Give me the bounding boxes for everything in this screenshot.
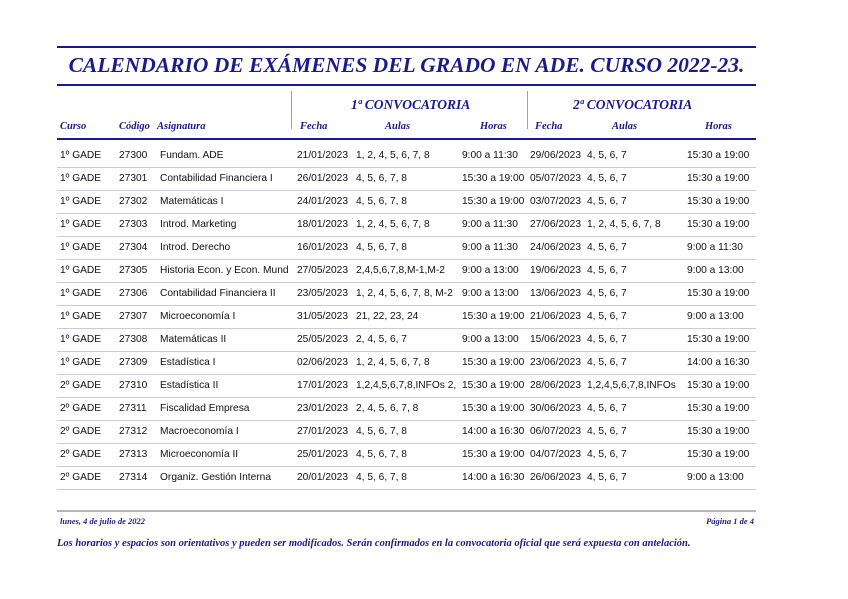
header-asignatura: Asignatura xyxy=(157,121,206,132)
cell-asignatura: Matemáticas I xyxy=(160,196,224,207)
cell-aulas-1: 2,4,5,6,7,8,M-1,M-2 xyxy=(356,265,445,276)
cell-horas-2: 15:30 a 19:00 xyxy=(687,196,750,207)
cell-horas-2: 9:00 a 13:00 xyxy=(687,265,744,276)
cell-fecha-2: 29/06/2023 xyxy=(530,150,581,161)
cell-aulas-2: 4, 5, 6, 7 xyxy=(587,426,627,437)
cell-horas-1: 15:30 a 19:00 xyxy=(462,311,525,322)
cell-horas-1: 15:30 a 19:00 xyxy=(462,357,525,368)
page-title: CALENDARIO DE EXÁMENES DEL GRADO EN ADE. CURSO 2022-23. xyxy=(68,53,745,77)
cell-horas-1: 14:00 a 16:30 xyxy=(462,472,525,483)
cell-codigo: 27300 xyxy=(119,150,148,161)
cell-aulas-1: 4, 5, 6, 7, 8 xyxy=(356,449,407,460)
cell-fecha-2: 24/06/2023 xyxy=(530,242,581,253)
cell-horas-1: 9:00 a 11:30 xyxy=(462,150,518,161)
cell-fecha-2: 28/06/2023 xyxy=(530,380,581,391)
header-fecha-1: Fecha xyxy=(300,121,328,132)
cell-aulas-2: 4, 5, 6, 7 xyxy=(587,311,627,322)
cell-codigo: 27314 xyxy=(119,472,148,483)
cell-aulas-1: 4, 5, 6, 7, 8 xyxy=(356,173,407,184)
divider-conv1 xyxy=(291,91,292,129)
table-row xyxy=(57,190,756,214)
convocatoria-1-header: 1ª CONVOCATORIA xyxy=(351,97,471,112)
cell-codigo: 27312 xyxy=(119,426,148,437)
cell-aulas-2: 4, 5, 6, 7 xyxy=(587,242,627,253)
table-row xyxy=(57,397,756,421)
footer-note: Los horarios y espacios son orientativos y pueden ser modificados. Serán confirmados en la convocatoria oficial que será expuesta con antelación. xyxy=(57,538,691,549)
table-row xyxy=(57,351,756,375)
table-row xyxy=(57,144,756,168)
cell-aulas-2: 1, 2, 4, 5, 6, 7, 8 xyxy=(587,219,661,230)
cell-asignatura: Organiz. Gestión Interna xyxy=(160,472,271,483)
cell-fecha-1: 17/01/2023 xyxy=(297,380,348,391)
header-rule xyxy=(57,138,756,140)
cell-asignatura: Microeconomía II xyxy=(160,449,239,460)
cell-curso: 1º GADE xyxy=(60,173,102,184)
cell-aulas-1: 1, 2, 4, 5, 6, 7, 8 xyxy=(356,219,430,230)
cell-fecha-1: 21/01/2023 xyxy=(297,150,348,161)
cell-curso: 1º GADE xyxy=(60,242,102,253)
cell-curso: 2º GADE xyxy=(60,403,102,414)
footer-date: lunes, 4 de julio de 2022 xyxy=(60,516,146,526)
cell-fecha-2: 13/06/2023 xyxy=(530,288,581,299)
cell-aulas-1: 1, 2, 4, 5, 6, 7, 8 xyxy=(356,357,430,368)
cell-horas-2: 9:00 a 13:00 xyxy=(687,472,744,483)
cell-curso: 1º GADE xyxy=(60,311,102,322)
cell-aulas-1: 1, 2, 4, 5, 6, 7, 8 xyxy=(356,150,430,161)
cell-fecha-1: 27/05/2023 xyxy=(297,265,348,276)
cell-codigo: 27308 xyxy=(119,334,148,345)
cell-curso: 1º GADE xyxy=(60,288,102,299)
title-rule xyxy=(57,84,756,86)
cell-asignatura: Introd. Marketing xyxy=(160,219,237,230)
header-curso: Curso xyxy=(60,121,87,132)
cell-aulas-2: 4, 5, 6, 7 xyxy=(587,357,627,368)
cell-aulas-1: 4, 5, 6, 7, 8 xyxy=(356,426,407,437)
cell-horas-1: 15:30 a 19:00 xyxy=(462,449,525,460)
cell-fecha-1: 25/01/2023 xyxy=(297,449,348,460)
table-row xyxy=(57,213,756,237)
footer-page-number: Página 1 de 4 xyxy=(706,516,754,526)
cell-asignatura: Macroeconomía I xyxy=(160,426,239,437)
cell-fecha-2: 06/07/2023 xyxy=(530,426,581,437)
cell-curso: 1º GADE xyxy=(60,150,102,161)
cell-fecha-1: 26/01/2023 xyxy=(297,173,348,184)
footer-rule xyxy=(57,510,756,512)
cell-codigo: 27305 xyxy=(119,265,148,276)
cell-fecha-2: 15/06/2023 xyxy=(530,334,581,345)
table-row xyxy=(57,236,756,260)
cell-codigo: 27307 xyxy=(119,311,148,322)
cell-aulas-2: 4, 5, 6, 7 xyxy=(587,265,627,276)
cell-fecha-2: 19/06/2023 xyxy=(530,265,581,276)
cell-horas-2: 15:30 a 19:00 xyxy=(687,403,750,414)
cell-asignatura: Estadística I xyxy=(160,357,216,368)
cell-fecha-2: 03/07/2023 xyxy=(530,196,581,207)
cell-horas-2: 9:00 a 11:30 xyxy=(687,242,743,253)
cell-fecha-2: 21/06/2023 xyxy=(530,311,581,322)
cell-curso: 1º GADE xyxy=(60,219,102,230)
cell-codigo: 27306 xyxy=(119,288,148,299)
cell-horas-2: 15:30 a 19:00 xyxy=(687,150,750,161)
divider-conv2 xyxy=(527,91,528,129)
cell-aulas-2: 4, 5, 6, 7 xyxy=(587,150,627,161)
cell-aulas-2: 4, 5, 6, 7 xyxy=(587,334,627,345)
cell-horas-1: 9:00 a 11:30 xyxy=(462,242,518,253)
cell-fecha-1: 31/05/2023 xyxy=(297,311,348,322)
header-aulas-2: Aulas xyxy=(612,121,638,132)
cell-horas-1: 15:30 a 19:00 xyxy=(462,173,525,184)
cell-horas-2: 15:30 a 19:00 xyxy=(687,380,750,391)
cell-horas-1: 9:00 a 13:00 xyxy=(462,265,519,276)
cell-aulas-1: 1, 2, 4, 5, 6, 7, 8, M-2 xyxy=(356,288,453,299)
cell-fecha-1: 24/01/2023 xyxy=(297,196,348,207)
cell-codigo: 27301 xyxy=(119,173,148,184)
cell-asignatura: Contabilidad Financiera I xyxy=(160,173,273,184)
cell-asignatura: Fiscalidad Empresa xyxy=(160,403,250,414)
cell-curso: 1º GADE xyxy=(60,196,102,207)
header-fecha-2: Fecha xyxy=(535,121,563,132)
cell-aulas-1: 2, 4, 5, 6, 7 xyxy=(356,334,407,345)
cell-fecha-2: 23/06/2023 xyxy=(530,357,581,368)
cell-aulas-2: 1,2,4,5,6,7,8,INFOs xyxy=(587,380,676,391)
cell-curso: 1º GADE xyxy=(60,357,102,368)
cell-aulas-1: 1,2,4,5,6,7,8,INFOs 2, xyxy=(356,380,457,391)
cell-asignatura: Introd. Derecho xyxy=(160,242,231,253)
cell-curso: 1º GADE xyxy=(60,265,102,276)
cell-aulas-1: 4, 5, 6, 7, 8 xyxy=(356,196,407,207)
cell-codigo: 27310 xyxy=(119,380,148,391)
cell-aulas-1: 4, 5, 6, 7, 8 xyxy=(356,242,407,253)
cell-curso: 2º GADE xyxy=(60,426,102,437)
cell-aulas-2: 4, 5, 6, 7 xyxy=(587,449,627,460)
cell-horas-1: 15:30 a 19:00 xyxy=(462,196,525,207)
cell-fecha-2: 30/06/2023 xyxy=(530,403,581,414)
cell-codigo: 27302 xyxy=(119,196,148,207)
cell-codigo: 27303 xyxy=(119,219,148,230)
cell-horas-2: 15:30 a 19:00 xyxy=(687,334,750,345)
cell-fecha-1: 23/05/2023 xyxy=(297,288,348,299)
table-row xyxy=(57,466,756,490)
cell-horas-2: 15:30 a 19:00 xyxy=(687,449,750,460)
cell-fecha-1: 23/01/2023 xyxy=(297,403,348,414)
cell-codigo: 27313 xyxy=(119,449,148,460)
cell-asignatura: Fundam. ADE xyxy=(160,150,224,161)
cell-aulas-2: 4, 5, 6, 7 xyxy=(587,173,627,184)
cell-fecha-1: 02/06/2023 xyxy=(297,357,348,368)
table-row xyxy=(57,305,756,329)
table-row xyxy=(57,282,756,306)
table-row xyxy=(57,259,756,283)
cell-aulas-2: 4, 5, 6, 7 xyxy=(587,288,627,299)
cell-codigo: 27311 xyxy=(119,403,147,414)
cell-fecha-2: 05/07/2023 xyxy=(530,173,581,184)
header-aulas-1: Aulas xyxy=(385,121,411,132)
cell-aulas-2: 4, 5, 6, 7 xyxy=(587,196,627,207)
cell-horas-2: 15:30 a 19:00 xyxy=(687,288,750,299)
cell-horas-2: 15:30 a 19:00 xyxy=(687,219,750,230)
cell-asignatura: Matemáticas II xyxy=(160,334,227,345)
convocatoria-2-header: 2ª CONVOCATORIA xyxy=(573,97,693,112)
cell-asignatura: Estadística II xyxy=(160,380,219,391)
cell-fecha-1: 25/05/2023 xyxy=(297,334,348,345)
cell-aulas-2: 4, 5, 6, 7 xyxy=(587,472,627,483)
cell-codigo: 27304 xyxy=(119,242,148,253)
cell-horas-2: 15:30 a 19:00 xyxy=(687,426,750,437)
cell-horas-1: 9:00 a 11:30 xyxy=(462,219,518,230)
cell-horas-2: 15:30 a 19:00 xyxy=(687,173,750,184)
table-row xyxy=(57,328,756,352)
cell-curso: 2º GADE xyxy=(60,472,102,483)
cell-horas-1: 15:30 a 19:00 xyxy=(462,380,525,391)
cell-asignatura: Contabilidad Financiera II xyxy=(160,288,276,299)
table-row xyxy=(57,167,756,191)
cell-aulas-2: 4, 5, 6, 7 xyxy=(587,403,627,414)
top-rule xyxy=(57,46,756,48)
cell-fecha-1: 16/01/2023 xyxy=(297,242,348,253)
header-codigo: Código xyxy=(119,121,150,132)
cell-aulas-1: 2, 4, 5, 6, 7, 8 xyxy=(356,403,419,414)
header-horas-1: Horas xyxy=(480,121,507,132)
table-row xyxy=(57,374,756,398)
header-horas-2: Horas xyxy=(705,121,732,132)
cell-fecha-2: 27/06/2023 xyxy=(530,219,581,230)
cell-fecha-2: 04/07/2023 xyxy=(530,449,581,460)
cell-horas-1: 14:00 a 16:30 xyxy=(462,426,525,437)
cell-fecha-1: 18/01/2023 xyxy=(297,219,348,230)
table-row xyxy=(57,443,756,467)
cell-asignatura: Microeconomía I xyxy=(160,311,236,322)
cell-aulas-1: 4, 5, 6, 7, 8 xyxy=(356,472,407,483)
cell-fecha-2: 26/06/2023 xyxy=(530,472,581,483)
cell-horas-1: 15:30 a 19:00 xyxy=(462,403,525,414)
cell-curso: 2º GADE xyxy=(60,380,102,391)
cell-horas-2: 9:00 a 13:00 xyxy=(687,311,744,322)
cell-fecha-1: 27/01/2023 xyxy=(297,426,348,437)
cell-curso: 1º GADE xyxy=(60,334,102,345)
cell-curso: 2º GADE xyxy=(60,449,102,460)
cell-horas-2: 14:00 a 16:30 xyxy=(687,357,750,368)
table-row xyxy=(57,420,756,444)
cell-asignatura: Historia Econ. y Econ. Mund xyxy=(160,265,289,276)
cell-codigo: 27309 xyxy=(119,357,148,368)
cell-fecha-1: 20/01/2023 xyxy=(297,472,348,483)
cell-horas-1: 9:00 a 13:00 xyxy=(462,288,519,299)
cell-horas-1: 9:00 a 13:00 xyxy=(462,334,519,345)
cell-aulas-1: 21, 22, 23, 24 xyxy=(356,311,419,322)
